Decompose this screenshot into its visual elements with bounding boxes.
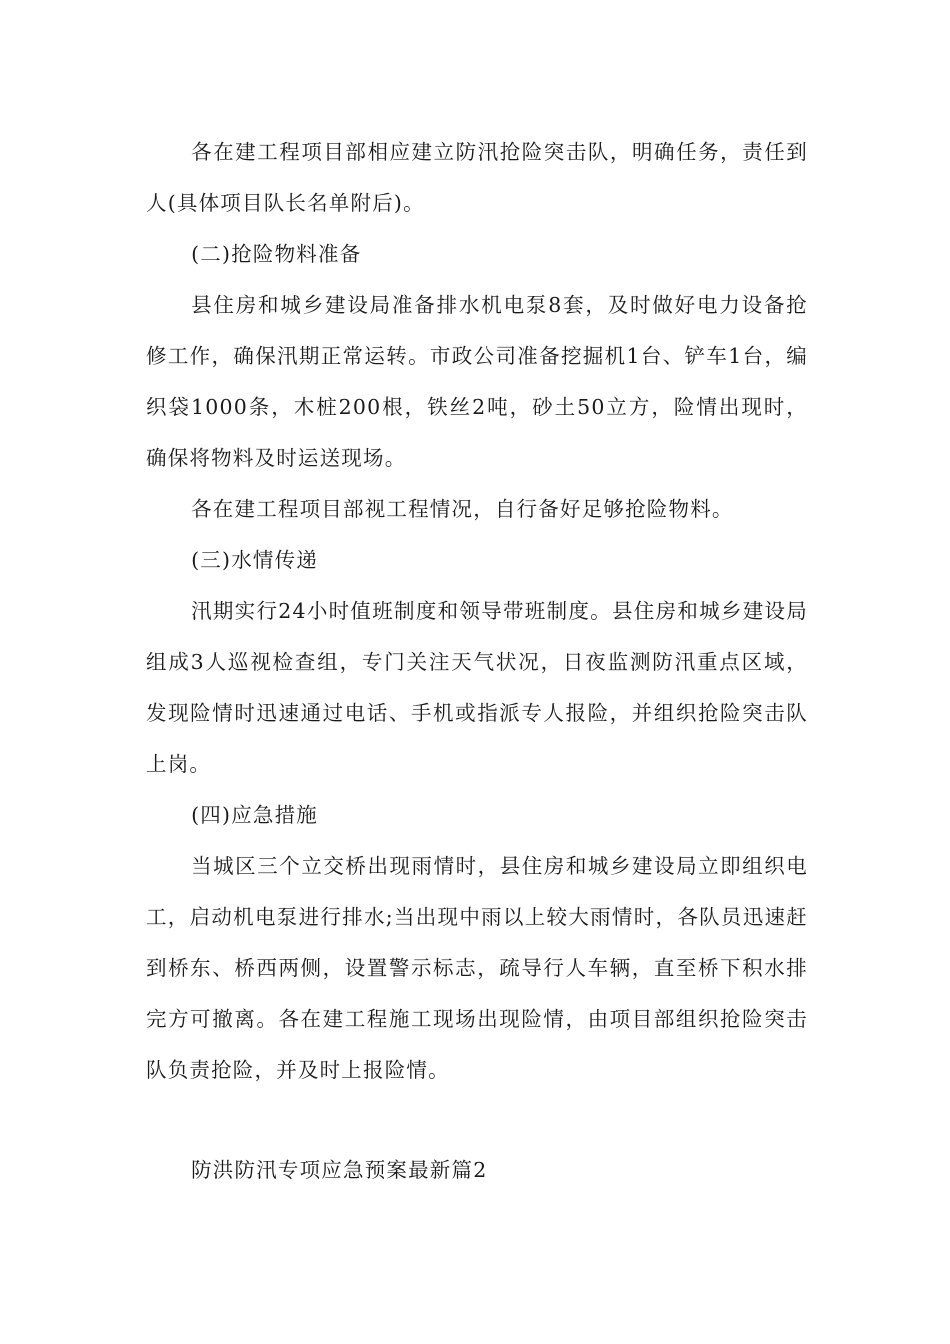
document-body — [146, 127, 808, 1196]
section-title: 防洪防汛专项应急预案最新篇2 — [191, 1158, 488, 1182]
heading-emergency-measures: (四)应急措施 — [191, 803, 318, 827]
heading-water-info: (三)水情传递 — [191, 548, 318, 572]
paragraph-emergency-measures: 当城区三个立交桥出现雨情时，县住房和城乡建设局立即组织电工，启动机电泵进行排水;当出现中雨以上较大雨情时，各队员迅速赶到桥东、桥西两侧，设置警示标志，疏导行人车辆，直至桥下积水排完方可撤离。各在建工程施工现场出现险情，由项目部组织抢险突击队负责抢险，并及时上报险情。 — [146, 854, 808, 1082]
paragraph-project-materials: 各在建工程项目部视工程情况，自行备好足够抢险物料。 — [191, 497, 734, 521]
paragraph-materials: 县住房和城乡建设局准备排水机电泵8套，及时做好电力设备抢修工作，确保汛期正常运转。市政公司准备挖掘机1台、铲车1台，编织袋1000条，木桩200根，铁丝2吨，砂土50立方，险情出现时，确保将物料及时运送现场。 — [146, 293, 808, 470]
heading-materials: (二)抢险物料准备 — [191, 242, 362, 266]
paragraph-team-assignment: 各在建工程项目部相应建立防汛抢险突击队，明确任务，责任到人(具体项目队长名单附后)。 — [146, 140, 808, 215]
paragraph-water-info: 汛期实行24小时值班制度和领导带班制度。县住房和城乡建设局组成3人巡视检查组，专门关注天气状况，日夜监测防汛重点区域，发现险情时迅速通过电话、手机或指派专人报险，并组织抢险突击队上岗。 — [146, 599, 808, 776]
